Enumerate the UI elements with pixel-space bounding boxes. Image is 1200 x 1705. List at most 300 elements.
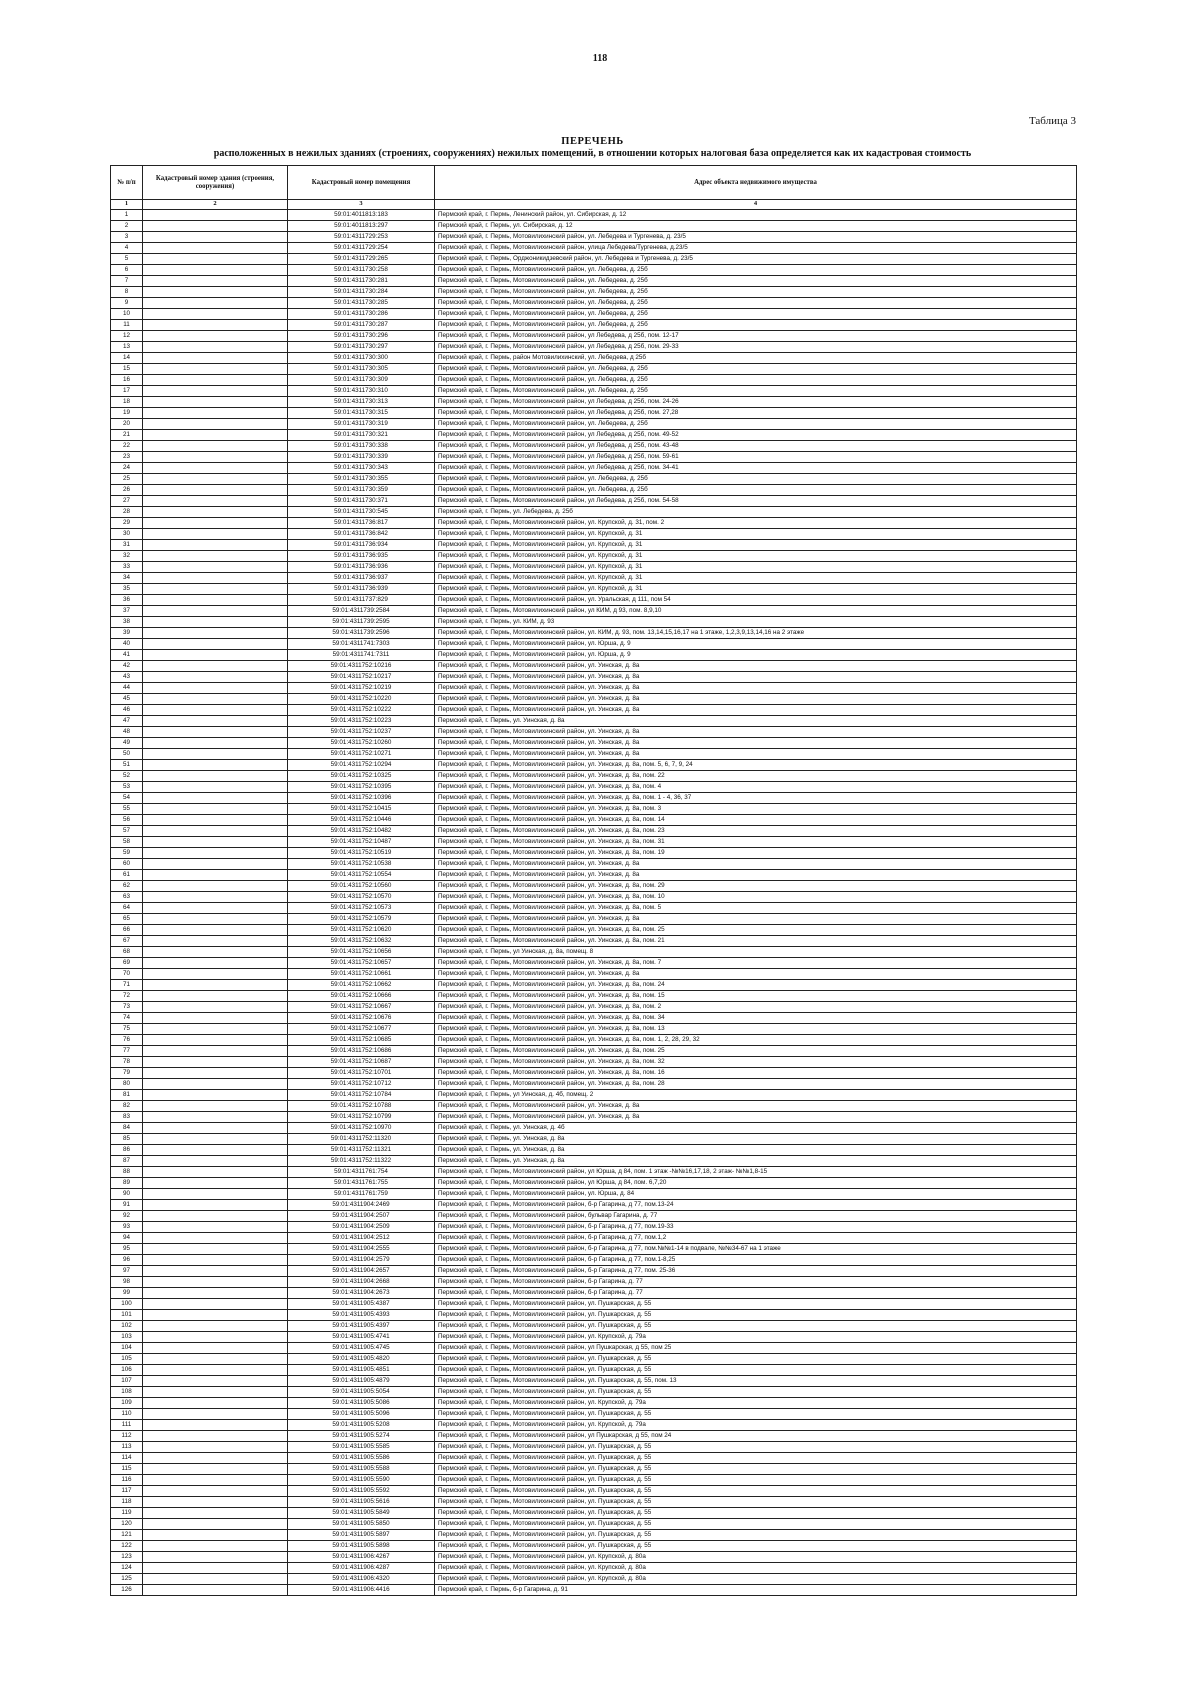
building-cadastral-cell: [143, 1584, 288, 1595]
row-number-cell: 83: [111, 1111, 143, 1122]
table-row: [111, 1111, 1077, 1122]
premise-cadastral-cell: 59:01:4311752:10217: [288, 671, 435, 682]
row-number-cell: 33: [111, 561, 143, 572]
table-row: [111, 572, 1077, 583]
table-row: [111, 451, 1077, 462]
table-row: [111, 1067, 1077, 1078]
address-cell: Пермский край, г. Пермь, Мотовилихинский район, ул. Лебедева, д. 25б: [435, 275, 1077, 286]
table-row: [111, 429, 1077, 440]
address-cell: Пермский край, г. Пермь, Мотовилихинский район, ул. Пушкарская, д. 55, пом. 13: [435, 1375, 1077, 1386]
building-cadastral-cell: [143, 1375, 288, 1386]
address-cell: Пермский край, г. Пермь, Мотовилихинский район, ул. Крупской, д. 31: [435, 583, 1077, 594]
table-row: [111, 1144, 1077, 1155]
row-number-cell: 13: [111, 341, 143, 352]
row-number-cell: 18: [111, 396, 143, 407]
table-row: [111, 1309, 1077, 1320]
address-cell: Пермский край, г. Пермь, Мотовилихинский район, ул. Уинская, д. 8а, пом. 14: [435, 814, 1077, 825]
table-row: [111, 1452, 1077, 1463]
address-cell: Пермский край, г. Пермь, Мотовилихинский район, ул. Уинская, д. 8а, пом. 2: [435, 1001, 1077, 1012]
table-row: [111, 1265, 1077, 1276]
row-number-cell: 4: [111, 242, 143, 253]
premise-cadastral-cell: 59:01:4311752:11320: [288, 1133, 435, 1144]
building-cadastral-cell: [143, 1342, 288, 1353]
address-cell: Пермский край, г. Пермь, Мотовилихинский район, ул. Уинская, д. 8а, пом. 22: [435, 770, 1077, 781]
premise-cadastral-cell: 59:01:4311752:10395: [288, 781, 435, 792]
building-cadastral-cell: [143, 429, 288, 440]
building-cadastral-cell: [143, 473, 288, 484]
premise-cadastral-cell: 59:01:4311730:313: [288, 396, 435, 407]
premise-cadastral-cell: 59:01:4311752:10662: [288, 979, 435, 990]
premise-cadastral-cell: 59:01:4311905:4397: [288, 1320, 435, 1331]
row-number-cell: 7: [111, 275, 143, 286]
table-row: [111, 1540, 1077, 1551]
row-number-cell: 42: [111, 660, 143, 671]
row-number-cell: 96: [111, 1254, 143, 1265]
address-cell: Пермский край, г. Пермь, район Мотовилихинский, ул. Лебедева, д 25б: [435, 352, 1077, 363]
address-cell: Пермский край, г. Пермь, Мотовилихинский район, ул. Уинская, д. 8а, пом. 13: [435, 1023, 1077, 1034]
premise-cadastral-cell: 59:01:4311729:254: [288, 242, 435, 253]
address-cell: Пермский край, г. Пермь, Мотовилихинский район, ул. Пушкарская, д. 55: [435, 1364, 1077, 1375]
premise-cadastral-cell: 59:01:4311905:4393: [288, 1309, 435, 1320]
building-cadastral-cell: [143, 583, 288, 594]
address-cell: Пермский край, г. Пермь, Мотовилихинский район, ул. Крупской, д. 31: [435, 550, 1077, 561]
building-cadastral-cell: [143, 627, 288, 638]
table-row: [111, 1122, 1077, 1133]
row-number-cell: 92: [111, 1210, 143, 1221]
table-row: [111, 704, 1077, 715]
premise-cadastral-cell: 59:01:4311752:10538: [288, 858, 435, 869]
building-cadastral-cell: [143, 1518, 288, 1529]
table-row: [111, 561, 1077, 572]
premise-cadastral-cell: 59:01:4311737:829: [288, 594, 435, 605]
row-number-cell: 22: [111, 440, 143, 451]
row-number-cell: 38: [111, 616, 143, 627]
column-number-row: [111, 200, 1077, 210]
address-cell: Пермский край, г. Пермь, Мотовилихинский район, ул Лебедева, д 25б, пом. 34-41: [435, 462, 1077, 473]
row-number-cell: 106: [111, 1364, 143, 1375]
premise-cadastral-cell: 59:01:4311761:754: [288, 1166, 435, 1177]
building-cadastral-cell: [143, 825, 288, 836]
premise-cadastral-cell: 59:01:4311752:10656: [288, 946, 435, 957]
premise-cadastral-cell: 59:01:4311905:5585: [288, 1441, 435, 1452]
building-cadastral-cell: [143, 814, 288, 825]
row-number-cell: 120: [111, 1518, 143, 1529]
row-number-cell: 2: [111, 220, 143, 231]
address-cell: Пермский край, г. Пермь, Мотовилихинский район, ул. Уинская, д. 8а: [435, 858, 1077, 869]
table-row: [111, 407, 1077, 418]
building-cadastral-cell: [143, 1331, 288, 1342]
address-cell: Пермский край, г. Пермь, Мотовилихинский район, бульвар Гагарина, д. 77: [435, 1210, 1077, 1221]
building-cadastral-cell: [143, 803, 288, 814]
building-cadastral-cell: [143, 671, 288, 682]
table-row: [111, 462, 1077, 473]
row-number-cell: 40: [111, 638, 143, 649]
premise-cadastral-cell: 59:01:4311752:10260: [288, 737, 435, 748]
address-cell: Пермский край, г. Пермь, Мотовилихинский район, ул Лебедева, д 25б, пом. 43-48: [435, 440, 1077, 451]
premises-table: [110, 165, 1077, 1596]
row-number-cell: 97: [111, 1265, 143, 1276]
building-cadastral-cell: [143, 1276, 288, 1287]
building-cadastral-cell: [143, 1287, 288, 1298]
premise-cadastral-cell: 59:01:4311904:2509: [288, 1221, 435, 1232]
building-cadastral-cell: [143, 264, 288, 275]
row-number-cell: 82: [111, 1100, 143, 1111]
table-row: [111, 1012, 1077, 1023]
row-number-cell: 31: [111, 539, 143, 550]
row-number-cell: 65: [111, 913, 143, 924]
table-row: [111, 1331, 1077, 1342]
premise-cadastral-cell: 59:01:4311904:2657: [288, 1265, 435, 1276]
premise-cadastral-cell: 59:01:4311736:842: [288, 528, 435, 539]
row-number-cell: 25: [111, 473, 143, 484]
table-row: [111, 781, 1077, 792]
premise-cadastral-cell: 59:01:4311752:10216: [288, 660, 435, 671]
address-cell: Пермский край, г. Пермь, Мотовилихинский район, ул. Уинская, д. 8а, пом. 31: [435, 836, 1077, 847]
address-cell: Пермский край, г. Пермь, ул. Уинская, д. 8а: [435, 1155, 1077, 1166]
table-row: [111, 1210, 1077, 1221]
building-cadastral-cell: [143, 649, 288, 660]
premise-cadastral-cell: 59:01:4311752:10294: [288, 759, 435, 770]
table-row: [111, 759, 1077, 770]
row-number-cell: 61: [111, 869, 143, 880]
building-cadastral-cell: [143, 1562, 288, 1573]
table-row: [111, 1375, 1077, 1386]
building-cadastral-cell: [143, 1133, 288, 1144]
premise-cadastral-cell: 59:01:4311739:2595: [288, 616, 435, 627]
premise-cadastral-cell: 59:01:4311906:4287: [288, 1562, 435, 1573]
table-row: [111, 825, 1077, 836]
address-cell: Пермский край, г. Пермь, Мотовилихинский район, б-р Гагарина, д. 77: [435, 1287, 1077, 1298]
address-cell: Пермский край, г. Пермь, Мотовилихинский район, ул. Пушкарская, д. 55: [435, 1485, 1077, 1496]
premise-cadastral-cell: 59:01:4311752:10519: [288, 847, 435, 858]
premise-cadastral-cell: 59:01:4311752:10685: [288, 1034, 435, 1045]
premise-cadastral-cell: 59:01:4311905:5586: [288, 1452, 435, 1463]
building-cadastral-cell: [143, 869, 288, 880]
building-cadastral-cell: [143, 979, 288, 990]
premise-cadastral-cell: 59:01:4311905:4745: [288, 1342, 435, 1353]
address-cell: Пермский край, г. Пермь, Мотовилихинский район, ул. Уинская, д. 8а, пом. 25: [435, 1045, 1077, 1056]
table-row: [111, 1023, 1077, 1034]
address-cell: Пермский край, г. Пермь, Мотовилихинский район, ул. Пушкарская, д. 55: [435, 1463, 1077, 1474]
table-row: [111, 583, 1077, 594]
premise-cadastral-cell: 59:01:4311752:10788: [288, 1100, 435, 1111]
building-cadastral-cell: [143, 660, 288, 671]
table-row: [111, 726, 1077, 737]
table-row: [111, 1287, 1077, 1298]
address-cell: Пермский край, г. Пермь, Мотовилихинский район, ул Лебедева, д 25б, пом. 49-52: [435, 429, 1077, 440]
address-cell: Пермский край, г. Пермь, Мотовилихинский район, ул Лебедева, д 25б, пом. 54-58: [435, 495, 1077, 506]
premise-cadastral-cell: 59:01:4311904:2507: [288, 1210, 435, 1221]
premise-cadastral-cell: 59:01:4311906:4320: [288, 1573, 435, 1584]
table-row: [111, 330, 1077, 341]
building-cadastral-cell: [143, 1452, 288, 1463]
row-number-cell: 36: [111, 594, 143, 605]
table-row: [111, 220, 1077, 231]
table-row: [111, 264, 1077, 275]
row-number-cell: 56: [111, 814, 143, 825]
address-cell: Пермский край, г. Пермь, Мотовилихинский район, ул. Уинская, д. 8а: [435, 726, 1077, 737]
building-cadastral-cell: [143, 913, 288, 924]
premise-cadastral-cell: 59:01:4311752:10657: [288, 957, 435, 968]
table-row: [111, 1056, 1077, 1067]
row-number-cell: 73: [111, 1001, 143, 1012]
premise-cadastral-cell: 59:01:4311905:5590: [288, 1474, 435, 1485]
building-cadastral-cell: [143, 1001, 288, 1012]
premise-cadastral-cell: 59:01:4311752:10570: [288, 891, 435, 902]
building-cadastral-cell: [143, 1320, 288, 1331]
address-cell: Пермский край, г. Пермь, Мотовилихинский район, ул. Уинская, д. 8а, пом. 10: [435, 891, 1077, 902]
row-number-cell: 94: [111, 1232, 143, 1243]
address-cell: Пермский край, г. Пермь, Мотовилихинский район, ул. Уинская, д. 8а: [435, 704, 1077, 715]
premise-cadastral-cell: 59:01:4311736:937: [288, 572, 435, 583]
premise-cadastral-cell: 59:01:4311905:4387: [288, 1298, 435, 1309]
premise-cadastral-cell: 59:01:4311761:755: [288, 1177, 435, 1188]
premise-cadastral-cell: 59:01:4311905:4741: [288, 1331, 435, 1342]
row-number-cell: 27: [111, 495, 143, 506]
row-number-cell: 60: [111, 858, 143, 869]
row-number-cell: 37: [111, 605, 143, 616]
building-cadastral-cell: [143, 1034, 288, 1045]
address-cell: Пермский край, г. Пермь, Мотовилихинский район, ул. Уинская, д. 8а, пом. 24: [435, 979, 1077, 990]
table-row: [111, 693, 1077, 704]
row-number-cell: 95: [111, 1243, 143, 1254]
table-row: [111, 979, 1077, 990]
premise-cadastral-cell: 59:01:4311730:359: [288, 484, 435, 495]
premise-cadastral-cell: 59:01:4311730:338: [288, 440, 435, 451]
table-row: [111, 1188, 1077, 1199]
table-row: [111, 1221, 1077, 1232]
building-cadastral-cell: [143, 968, 288, 979]
premise-cadastral-cell: 59:01:4311752:10970: [288, 1122, 435, 1133]
table-row: [111, 1089, 1077, 1100]
row-number-cell: 41: [111, 649, 143, 660]
building-cadastral-cell: [143, 385, 288, 396]
address-cell: Пермский край, г. Пермь, Мотовилихинский район, ул. Уинская, д. 8а: [435, 913, 1077, 924]
premise-cadastral-cell: 59:01:4311904:2512: [288, 1232, 435, 1243]
building-cadastral-cell: [143, 209, 288, 220]
premise-cadastral-cell: 59:01:4311752:10712: [288, 1078, 435, 1089]
row-number-cell: 53: [111, 781, 143, 792]
address-cell: Пермский край, г. Пермь, Мотовилихинский район, ул. Уинская, д. 8а, пом. 32: [435, 1056, 1077, 1067]
building-cadastral-cell: [143, 253, 288, 264]
table-row: [111, 1199, 1077, 1210]
table-row: [111, 660, 1077, 671]
premise-cadastral-cell: 59:01:4311730:284: [288, 286, 435, 297]
premise-cadastral-cell: 59:01:4311739:2584: [288, 605, 435, 616]
header-building-cadastral: Кадастровый номер здания (строения, сооружения): [143, 166, 288, 200]
row-number-cell: 51: [111, 759, 143, 770]
row-number-cell: 99: [111, 1287, 143, 1298]
address-cell: Пермский край, г. Пермь, Мотовилихинский район, ул. Юрша, д. 84: [435, 1188, 1077, 1199]
table-row: [111, 363, 1077, 374]
address-cell: Пермский край, г. Пермь, Мотовилихинский район, ул. Пушкарская, д. 55: [435, 1441, 1077, 1452]
row-number-cell: 34: [111, 572, 143, 583]
address-cell: Пермский край, г. Пермь, Мотовилихинский район, ул. КИМ, д. 93, пом. 13,14,15,16,17 на 1 этаже, 1,2,3,9,13,14,16 на 2 этаже: [435, 627, 1077, 638]
table-row: [111, 297, 1077, 308]
table-row: [111, 1034, 1077, 1045]
table-row: [111, 1397, 1077, 1408]
premise-cadastral-cell: 59:01:4311730:285: [288, 297, 435, 308]
address-cell: Пермский край, г. Пермь, Мотовилихинский район, ул. Уинская, д. 8а, пом. 1, 2, 28, 29, 32: [435, 1034, 1077, 1045]
address-cell: Пермский край, г. Пермь, Мотовилихинский район, ул. Крупской, д. 79а: [435, 1331, 1077, 1342]
address-cell: Пермский край, г. Пермь, Мотовилихинский район, ул. Лебедева, д. 25б: [435, 308, 1077, 319]
building-cadastral-cell: [143, 341, 288, 352]
address-cell: Пермский край, г. Пермь, Мотовилихинский район, ул КИМ, д 93, пом. 8,9,10: [435, 605, 1077, 616]
premise-cadastral-cell: 59:01:4311729:253: [288, 231, 435, 242]
row-number-cell: 55: [111, 803, 143, 814]
row-number-cell: 76: [111, 1034, 143, 1045]
address-cell: Пермский край, г. Пермь, Мотовилихинский район, б-р Гагарина, д. 77: [435, 1276, 1077, 1287]
building-cadastral-cell: [143, 1155, 288, 1166]
table-row: [111, 550, 1077, 561]
building-cadastral-cell: [143, 1430, 288, 1441]
address-cell: Пермский край, г. Пермь, Мотовилихинский район, ул. Уинская, д. 8а: [435, 748, 1077, 759]
address-cell: Пермский край, г. Пермь, Мотовилихинский район, ул. Уинская, д. 8а: [435, 693, 1077, 704]
premise-cadastral-cell: 59:01:4311730:296: [288, 330, 435, 341]
building-cadastral-cell: [143, 1232, 288, 1243]
row-number-cell: 108: [111, 1386, 143, 1397]
premise-cadastral-cell: 59:01:4311736:935: [288, 550, 435, 561]
row-number-cell: 23: [111, 451, 143, 462]
address-cell: Пермский край, г. Пермь, Мотовилихинский район, б-р Гагарина, д 77, пом. 25-36: [435, 1265, 1077, 1276]
address-cell: Пермский край, г. Пермь, Мотовилихинский район, ул. Крупской, д. 31: [435, 539, 1077, 550]
table-row: [111, 869, 1077, 880]
table-row: [111, 1078, 1077, 1089]
row-number-cell: 17: [111, 385, 143, 396]
row-number-cell: 19: [111, 407, 143, 418]
address-cell: Пермский край, г. Пермь, Мотовилихинский район, б-р Гагарина, д 77, пом.19-33: [435, 1221, 1077, 1232]
row-number-cell: 16: [111, 374, 143, 385]
row-number-cell: 24: [111, 462, 143, 473]
building-cadastral-cell: [143, 1397, 288, 1408]
row-number-cell: 107: [111, 1375, 143, 1386]
table-row: [111, 1243, 1077, 1254]
table-row: [111, 1276, 1077, 1287]
premise-cadastral-cell: 59:01:4311752:10661: [288, 968, 435, 979]
row-number-cell: 43: [111, 671, 143, 682]
row-number-cell: 111: [111, 1419, 143, 1430]
table-row: [111, 1342, 1077, 1353]
table-row: [111, 1573, 1077, 1584]
address-cell: Пермский край, г. Пермь, Мотовилихинский район, ул. Лебедева, д. 25б: [435, 264, 1077, 275]
premise-cadastral-cell: 59:01:4311752:10701: [288, 1067, 435, 1078]
premise-cadastral-cell: 59:01:4311752:10482: [288, 825, 435, 836]
address-cell: Пермский край, г. Пермь, ул. Уинская, д. 8а: [435, 1133, 1077, 1144]
row-number-cell: 98: [111, 1276, 143, 1287]
building-cadastral-cell: [143, 308, 288, 319]
address-cell: Пермский край, г. Пермь, Мотовилихинский район, ул. Уинская, д. 8а: [435, 682, 1077, 693]
row-number-cell: 75: [111, 1023, 143, 1034]
building-cadastral-cell: [143, 726, 288, 737]
table-row: [111, 1100, 1077, 1111]
building-cadastral-cell: [143, 1089, 288, 1100]
address-cell: Пермский край, г. Пермь, Мотовилихинский район, ул Лебедева, д 25б, пом. 29-33: [435, 341, 1077, 352]
premise-cadastral-cell: 59:01:4311906:4416: [288, 1584, 435, 1595]
table-row: [111, 990, 1077, 1001]
premise-cadastral-cell: 59:01:4311905:5208: [288, 1419, 435, 1430]
building-cadastral-cell: [143, 286, 288, 297]
premise-cadastral-cell: 59:01:4311752:10325: [288, 770, 435, 781]
building-cadastral-cell: [143, 1144, 288, 1155]
table-header-row: [111, 166, 1077, 200]
row-number-cell: 81: [111, 1089, 143, 1100]
premise-cadastral-cell: 59:01:4311752:10573: [288, 902, 435, 913]
building-cadastral-cell: [143, 902, 288, 913]
address-cell: Пермский край, г. Пермь, Мотовилихинский район, ул. Крупской, д. 31: [435, 572, 1077, 583]
row-number-cell: 80: [111, 1078, 143, 1089]
table-row: [111, 924, 1077, 935]
premise-cadastral-cell: 59:01:4311752:11322: [288, 1155, 435, 1166]
row-number-cell: 105: [111, 1353, 143, 1364]
address-cell: Пермский край, г. Пермь, Мотовилихинский район, ул. Лебедева, д. 25б: [435, 374, 1077, 385]
address-cell: Пермский край, г. Пермь, Мотовилихинский район, ул. Уинская, д. 8а: [435, 737, 1077, 748]
premise-cadastral-cell: 59:01:4311752:11321: [288, 1144, 435, 1155]
premise-cadastral-cell: 59:01:4311730:297: [288, 341, 435, 352]
address-cell: Пермский край, г. Пермь, Мотовилихинский район, ул. Уинская, д. 8а, пом. 4: [435, 781, 1077, 792]
building-cadastral-cell: [143, 363, 288, 374]
premise-cadastral-cell: 59:01:4311741:7303: [288, 638, 435, 649]
address-cell: Пермский край, г. Пермь, Мотовилихинский район, ул Юрша, д 84, пом. 1 этаж -№№16,17,18, 2 этаж- №№1,8-15: [435, 1166, 1077, 1177]
row-number-cell: 6: [111, 264, 143, 275]
column-number: 1: [111, 200, 143, 210]
address-cell: Пермский край, г. Пермь, Мотовилихинский район, ул. Пушкарская, д. 55: [435, 1353, 1077, 1364]
table-row: [111, 484, 1077, 495]
row-number-cell: 48: [111, 726, 143, 737]
table-row: [111, 1529, 1077, 1540]
premise-cadastral-cell: 59:01:4311904:2469: [288, 1199, 435, 1210]
row-number-cell: 124: [111, 1562, 143, 1573]
header-number: № п/п: [111, 166, 143, 200]
premise-cadastral-cell: 59:01:4311730:287: [288, 319, 435, 330]
table-row: [111, 1419, 1077, 1430]
building-cadastral-cell: [143, 528, 288, 539]
address-cell: Пермский край, г. Пермь, Мотовилихинский район, ул. Пушкарская, д. 55: [435, 1408, 1077, 1419]
row-number-cell: 5: [111, 253, 143, 264]
address-cell: Пермский край, г. Пермь, Мотовилихинский район, ул. Крупской, д. 80а: [435, 1551, 1077, 1562]
building-cadastral-cell: [143, 1419, 288, 1430]
row-number-cell: 112: [111, 1430, 143, 1441]
premise-cadastral-cell: 59:01:4311730:305: [288, 363, 435, 374]
premise-cadastral-cell: 59:01:4311736:936: [288, 561, 435, 572]
table-row: [111, 385, 1077, 396]
premise-cadastral-cell: 59:01:4311752:10666: [288, 990, 435, 1001]
address-cell: Пермский край, г. Пермь, Мотовилихинский район, ул. Уинская, д. 8а, пом. 16: [435, 1067, 1077, 1078]
table-row: [111, 1364, 1077, 1375]
premise-cadastral-cell: 59:01:4311730:286: [288, 308, 435, 319]
premise-cadastral-cell: 59:01:4311904:2668: [288, 1276, 435, 1287]
table-row: [111, 528, 1077, 539]
table-row: [111, 605, 1077, 616]
table-row: [111, 803, 1077, 814]
building-cadastral-cell: [143, 297, 288, 308]
premise-cadastral-cell: 59:01:4311905:5616: [288, 1496, 435, 1507]
address-cell: Пермский край, г. Пермь, Мотовилихинский район, б-р Гагарина, д 77, пом.1,2: [435, 1232, 1077, 1243]
building-cadastral-cell: [143, 1045, 288, 1056]
row-number-cell: 104: [111, 1342, 143, 1353]
building-cadastral-cell: [143, 1056, 288, 1067]
address-cell: Пермский край, г. Пермь, Мотовилихинский район, ул. Лебедева, д. 25б: [435, 297, 1077, 308]
address-cell: Пермский край, г. Пермь, Мотовилихинский район, ул Лебедева, д 25б, пом. 59-61: [435, 451, 1077, 462]
row-number-cell: 123: [111, 1551, 143, 1562]
premise-cadastral-cell: 59:01:4311730:310: [288, 385, 435, 396]
row-number-cell: 20: [111, 418, 143, 429]
building-cadastral-cell: [143, 1210, 288, 1221]
row-number-cell: 117: [111, 1485, 143, 1496]
row-number-cell: 100: [111, 1298, 143, 1309]
building-cadastral-cell: [143, 242, 288, 253]
table-row: [111, 253, 1077, 264]
row-number-cell: 84: [111, 1122, 143, 1133]
